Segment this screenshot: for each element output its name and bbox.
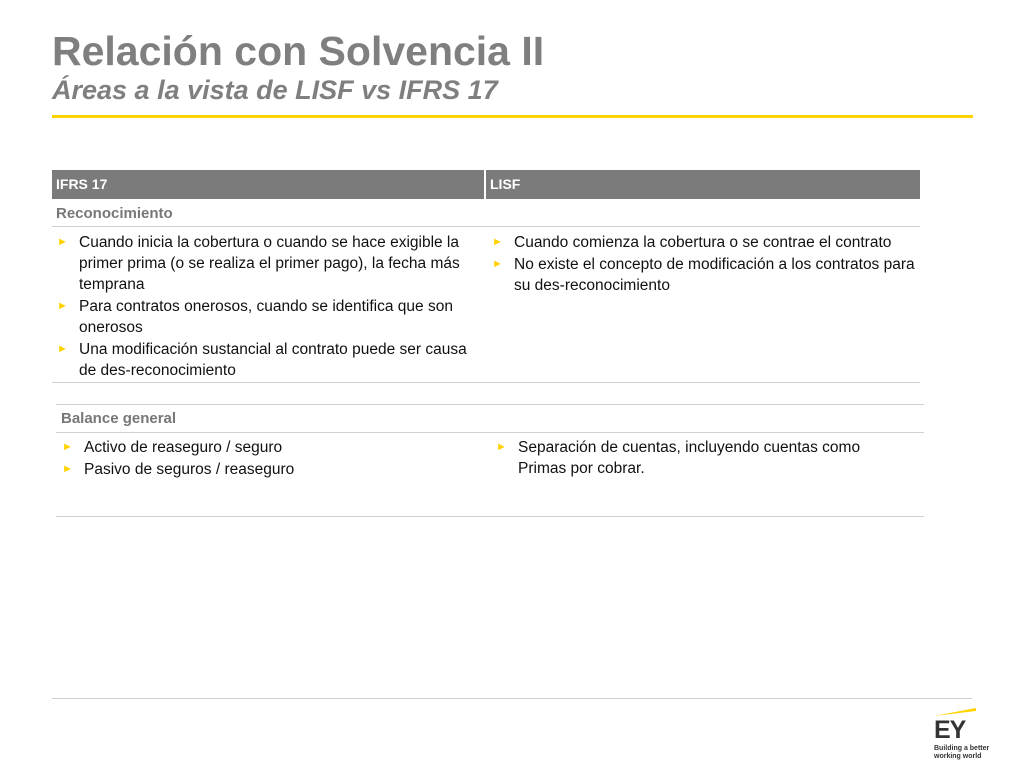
list-item <box>52 296 484 338</box>
bullet-arrow-icon: ► <box>492 236 503 248</box>
logo-beam-icon <box>934 708 976 716</box>
list-item-text: Cuando inicia la cobertura o cuando se hace exigible la primer prima (o se realiza el primer pago), la fecha más temprana <box>79 234 460 293</box>
bullet-arrow-icon: ► <box>57 343 68 355</box>
slide-subtitle: Áreas a la vista de LISF vs IFRS 17 <box>52 75 498 105</box>
list-item-text: Activo de reaseguro / seguro <box>84 439 283 456</box>
bullet-arrow-icon: ► <box>62 463 73 475</box>
list-item <box>487 232 919 253</box>
section-label-reconocimiento: Reconocimiento <box>56 205 173 222</box>
list-item <box>487 254 919 296</box>
section-top-rule <box>56 404 924 405</box>
comparison-table-header <box>52 170 920 199</box>
slide-title: Relación con Solvencia II <box>52 28 545 74</box>
logo-tagline-line1: Building a better <box>934 745 990 752</box>
section-divider <box>52 226 920 227</box>
section-divider <box>56 432 924 433</box>
list-item-text: Una modificación sustancial al contrato puede ser causa de des-reconocimiento <box>79 341 467 379</box>
list-item-text: Para contratos onerosos, cuando se identifica que son onerosos <box>79 298 453 336</box>
reconocimiento-ifrs17-list <box>52 232 484 382</box>
list-item <box>52 232 484 295</box>
section-label-balance-general: Balance general <box>61 410 177 427</box>
balance-lisf-list <box>491 437 911 480</box>
header-lisf: LISF <box>490 176 521 192</box>
footer-rule <box>52 698 972 699</box>
title-accent-rule <box>52 115 973 118</box>
list-item-text: Cuando comienza la cobertura o se contrae el contrato <box>514 234 892 251</box>
list-item <box>52 339 484 381</box>
bullet-arrow-icon: ► <box>62 441 73 453</box>
bullet-arrow-icon: ► <box>492 258 503 270</box>
logo-letters: EY <box>934 716 966 744</box>
bullet-arrow-icon: ► <box>57 236 68 248</box>
reconocimiento-lisf-list <box>487 232 919 297</box>
list-item <box>57 459 487 480</box>
section-bottom-rule <box>52 382 920 383</box>
bullet-arrow-icon: ► <box>496 441 507 453</box>
header-ifrs17: IFRS 17 <box>56 176 108 192</box>
bullet-arrow-icon: ► <box>57 300 68 312</box>
list-item-text: Pasivo de seguros / reaseguro <box>84 461 295 478</box>
list-item-text: No existe el concepto de modificación a los contratos para su des-reconocimiento <box>514 256 915 294</box>
logo-tagline-line2: working world <box>934 753 982 760</box>
ey-logo <box>930 704 990 764</box>
section-bottom-rule <box>56 516 924 517</box>
logo-tagline <box>934 745 989 761</box>
list-item <box>57 437 487 458</box>
balance-ifrs17-list <box>57 437 487 481</box>
header-divider <box>484 170 486 199</box>
list-item-text: Separación de cuentas, incluyendo cuentas como Primas por cobrar. <box>518 439 861 477</box>
list-item <box>491 437 911 479</box>
